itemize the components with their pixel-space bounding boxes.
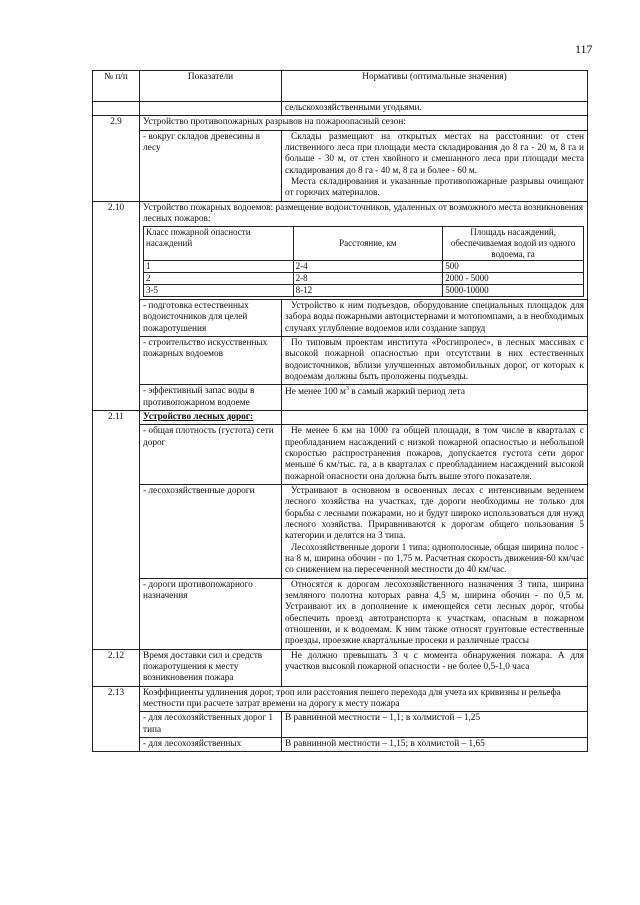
row-number: 2.9 xyxy=(93,116,140,201)
row-norm: Устройство к ним подъездов, оборудование специальных площадок для забора воды пожарными автоцистернами и мотопомпами, а в необходимых случаях углубление водоемов или создание запруд xyxy=(282,300,588,337)
header-indicators: Показатели xyxy=(140,71,282,102)
header-num: № п/п xyxy=(93,71,140,102)
table-row xyxy=(93,300,588,337)
row-norm: По типовым проектам института «Росгипролес», в лесных массивах с высокой пожарной опасностью при отсутствии в них естественных водоисточников, вблизи улучшенных автомобильных дорог, от которых к водоемам должны быть проложены подъезды. xyxy=(282,337,588,385)
row-title xyxy=(140,201,588,299)
header-norms: Нормативы (оптимальные значения) xyxy=(282,71,588,102)
table-row xyxy=(93,712,588,738)
row-norm: В равнинной местности – 1,1; в холмистой – 1,25 xyxy=(282,712,588,738)
row-label: Время доставки сил и средств пожаротушения к месту возникновения пожара xyxy=(140,649,282,686)
row-label: - для лесохозяйственных xyxy=(140,737,282,751)
row-title: Устройство противопожарных разрывов на пожароопасный сезон: xyxy=(140,116,588,130)
inner-header-area: Площадь насаждений, обеспечиваемая водой из одного водоема, га xyxy=(443,227,584,261)
row-norm xyxy=(282,130,588,201)
table-row xyxy=(93,737,588,751)
table-row xyxy=(93,337,588,385)
row-number: 2.11 xyxy=(93,411,140,650)
table-header-row xyxy=(93,71,588,102)
table-row xyxy=(93,116,588,130)
row-norm: В равнинной местности – 1,15; в холмистой – 1,65 xyxy=(282,737,588,751)
table-row xyxy=(93,578,588,649)
table-row xyxy=(93,485,588,579)
water-source-table xyxy=(143,226,584,297)
row-label: - подготовка естественных водоисточников для целей пожаротушения xyxy=(140,300,282,337)
page-number: 117 xyxy=(575,42,593,56)
row-label: - эффективный запас воды в противопожарном водоеме xyxy=(140,385,282,411)
table-row xyxy=(93,385,588,411)
row-norm: Не менее 6 км на 1000 га общей площади, в том числе в кварталах с преобладанием насаждений с низкой пожарной опасностью и небольшой скоростью распространения пожаров, допускается густота сети дорог меньше 6 км/тыс. га, а в кварталах с преобладанием насаждений высокой пожарной опасности она должна быть выше этого показателя. xyxy=(282,425,588,485)
norm-paragraph: Устраивают в основном в освоенных лесах с интенсивным ведением лесного хозяйства на участках, где дороги необходимы не только для борьбы с лесными пожарами, но и будут широко использоваться для нужд лесного хозяйства. Приравниваются к дорогам общего пользования 5 категории и делятся на 3 типа. xyxy=(285,486,584,542)
row-label: - вокруг складов древесины в лесу xyxy=(140,130,282,201)
table-row xyxy=(93,411,588,425)
row-norm xyxy=(282,485,588,579)
row-label: - лесохозяйственные дороги xyxy=(140,485,282,579)
row-norm: Относятся к дорогам лесохозяйственного назначения 3 типа, ширина земляного полотна которых равна 4,5 м, ширина обочин - по 0,5 м. Устраивают их в дополнение к имеющейся сети лесных дорог, чтобы обеспечить проезд автотранспорта к участкам, опасным в пожарном отношении, и к водоемам. К ним также относят грунтовые естественные проезды, проезжие квартальные просеки и различные трассы xyxy=(282,578,588,649)
inner-header-distance: Расстояние, км xyxy=(293,227,443,261)
inner-row: 3-5 8-12 5000-10000 xyxy=(144,285,584,297)
table-row xyxy=(93,649,588,686)
norm-paragraph: Места складирования и указанные противопожарные разрывы очищают от горючих материалов. xyxy=(285,176,584,199)
row-number: 2.12 xyxy=(93,649,140,686)
norms-table xyxy=(92,70,588,752)
table-row xyxy=(93,102,588,116)
row-label: - общая плотность (густота) сети дорог xyxy=(140,425,282,485)
table-row xyxy=(93,130,588,201)
row-label: - для лесохозяйственных дорог 1 типа xyxy=(140,712,282,738)
table-row xyxy=(93,201,588,299)
row-norm: Не должно превышать 3 ч с момента обнаружения пожара. А для участков высокой пожарной опасности - не более 0,5-1,0 часа xyxy=(282,649,588,686)
continuation-text: сельскохозяйственными угодьями. xyxy=(282,102,588,116)
row-number: 2.13 xyxy=(93,686,140,752)
row-number: 2.10 xyxy=(93,201,140,410)
row-label: - дороги противопожарного назначения xyxy=(140,578,282,649)
row-norm: Не менее 100 $м^3$ в самый жаркий период лета xyxy=(282,385,588,411)
table-row xyxy=(93,686,588,712)
row-title: Устройство лесных дорог: xyxy=(140,411,282,425)
table-row xyxy=(93,425,588,485)
inner-header-class: Класс пожарной опасности насаждений xyxy=(144,227,294,261)
inner-header-row xyxy=(144,227,584,261)
norm-paragraph: Склады размещают на открытых местах на расстоянии: от стен лиственного леса при площади места складирования до 8 га - 20 м, 8 га и больше - 30 м, от стен хвойного и смешанного леса при площади места складирования до 8 га - 40 м, 8 га и более - 60 м. xyxy=(285,131,584,176)
row-label: - строительство искусственных пожарных водоемов xyxy=(140,337,282,385)
inner-row: 1 2-4 500 xyxy=(144,261,584,273)
row-title-text: Устройство пожарных водоемов: размещение водоисточников, удаленных от возможного места возникновения лесных пожаров: xyxy=(143,202,584,224)
norm-paragraph: Лесохозяйственные дороги 1 типа: однополосные, общая ширина полос - на 8 м, ширина обочин - по 1,75 м. Расчетная скорость движения-60 км/час со снижением на пересеченной местности до 40 км/час. xyxy=(285,542,584,576)
row-title: Коэффициенты удлинения дорог, троп или расстояния пешего перехода для учета их кривизны и рельефа местности при расчете затрат времени на дорогу к месту пожара xyxy=(140,686,588,712)
inner-row: 2 2-8 2000 - 5000 xyxy=(144,273,584,285)
